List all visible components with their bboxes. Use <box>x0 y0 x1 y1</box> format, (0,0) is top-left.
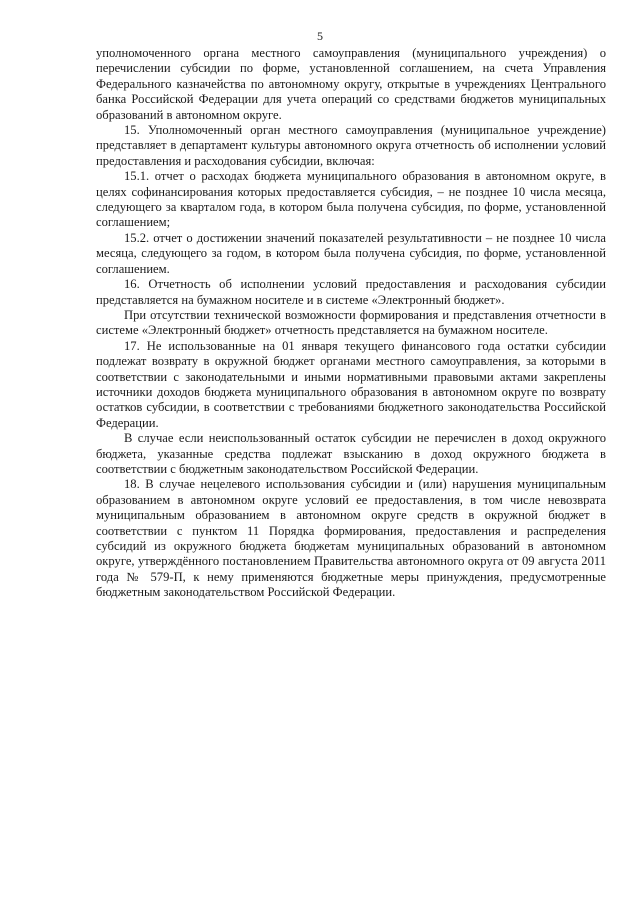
paragraph-15-2: 15.2. отчет о достижении значений показателей результативности – не позднее 10 числа месяца, следующего за годом, в котором была получена субсидия, по форме, установленной соглашением. <box>96 230 606 276</box>
document-body <box>96 46 606 601</box>
paragraph-15: 15. Уполномоченный орган местного самоуправления (муниципальное учреждение) представляет в департамент культуры автономного округа отчетность об исполнении условий предоставления и расходования субсидии, включая: <box>96 123 606 168</box>
paragraph-18: 18. В случае нецелевого использования субсидии и (или) нарушения муниципальным образованием в автономном округе условий ее предоставления, в том числе невозврата муниципальным образованием в автономном округе средств в окружной бюджет в соответствии с пунктом 11 Порядка формирования, предоставления и распределения субсидий из окружного бюджета бюджетам муниципальных образований в автономном округе, утверждённого постановлением Правительства автономного округа от 09 августа 2011 года № 579-П, к нему применяются бюджетные меры принуждения, предусмотренные бюджетным законодательством Российской Федерации. <box>96 477 606 600</box>
paragraph-17: 17. Не использованные на 01 января текущего финансового года остатки субсидии подлежат возврату в окружной бюджет органами местного самоуправления, за которыми в соответствии с законодательными и иными нормативными правовыми актами закреплены источники доходов бюджета муниципального образования в автономном округе по возврату остатков субсидии, в соответствии с требованиями бюджетного законодательства Российской Федерации. <box>96 338 606 430</box>
page-number: 5 <box>317 29 323 43</box>
paragraph-16: 16. Отчетность об исполнении условий предоставления и расходования субсидии представляется на бумажном носителе и в системе «Электронный бюджет». <box>96 277 606 307</box>
paragraph-continuation: уполномоченного органа местного самоуправления (муниципального учреждения) о перечислении субсидии по форме, установленной соглашением, на счета Управления Федерального казначейства по автономному округу, открытые в учреждениях Центрального банка Российской Федерации для учета операций со средствами бюджетов муниципальных образований в автономном округе. <box>96 46 606 122</box>
paragraph-17-note: В случае если неиспользованный остаток субсидии не перечислен в доход окружного бюджета, указанные средства подлежат взысканию в доход окружного бюджета в соответствии с бюджетным законодательством Российской Федерации. <box>96 431 606 476</box>
paragraph-15-1: 15.1. отчет о расходах бюджета муниципального образования в автономном округе, в целях софинансирования которых предоставляется субсидия, – не позднее 10 числа месяца, следующего за кварталом года, в котором была получена субсидия, по форме, установленной соглашением; <box>96 169 606 230</box>
paragraph-16-note: При отсутствии технической возможности формирования и представления отчетности в системе «Электронный бюджет» отчетность представляется на бумажном носителе. <box>96 307 606 338</box>
